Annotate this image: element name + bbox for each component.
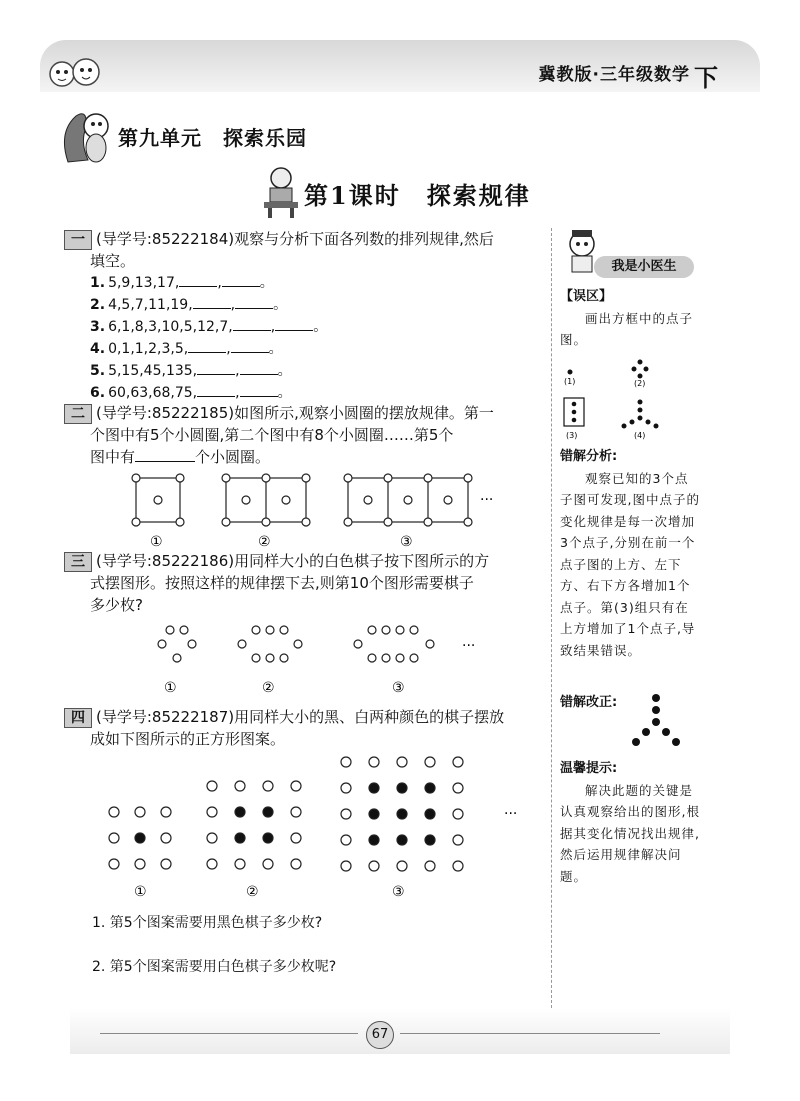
answer-blank[interactable]	[275, 316, 313, 331]
figure-label: ①	[134, 884, 147, 900]
dot-figures	[560, 356, 660, 444]
answer-blank[interactable]	[135, 447, 195, 462]
teacher-icon	[262, 164, 300, 220]
q1-item: 2. 4,5,7,11,19, , 。	[90, 294, 550, 316]
q4-number: 四	[64, 708, 92, 728]
svg-text:(3): (3)	[566, 431, 578, 440]
lesson-title: 第1课时 探索规律	[304, 181, 531, 210]
header-edition: 冀教版·三年级数学	[538, 65, 690, 85]
q3-figure	[150, 620, 490, 700]
q4-sub-2: 2. 第5个图案需要用白色棋子多少枚呢?	[92, 959, 337, 975]
q4-ellipsis: ···	[504, 806, 518, 822]
answer-blank[interactable]	[240, 360, 278, 375]
q3-number: 三	[64, 552, 92, 572]
header-volume: 下	[694, 64, 718, 92]
analysis-section	[560, 446, 700, 661]
tip-section	[560, 758, 700, 887]
q2-figure	[126, 468, 506, 552]
q1-item: 4. 0,1,1,2,3,5, , 。	[90, 338, 550, 360]
footer-rule-right	[400, 1033, 660, 1034]
q1-text-cont: 填空。	[90, 252, 136, 270]
question-3: 三 (导学号:85222186)用同样大小的白色棋子按下图所示的方 式摆图形。按照这样的规律摆下去,则第10个图形需要棋子 多少枚?	[64, 550, 550, 616]
answer-blank[interactable]	[235, 294, 273, 309]
figure-label: ②	[262, 680, 275, 696]
answer-blank[interactable]	[193, 294, 231, 309]
figure-label: ③	[392, 680, 405, 696]
figure-label: ②	[246, 884, 259, 900]
squirrel-mascot-icon	[58, 102, 114, 168]
wrong-area-title: 【误区】	[560, 289, 613, 304]
answer-blank[interactable]	[240, 382, 278, 397]
analysis-text: 观察已知的3个点子图可发现,图中点子的变化规律是每一次增加3个点子,分别在前一个点子图的上方、左下方、右下方各增加1个点子。第(3)组只有在上方增加了1个点子,导致结果错误。	[560, 470, 700, 658]
answer-blank[interactable]	[222, 272, 260, 287]
svg-text:(4): (4)	[634, 431, 646, 440]
q1-text: (导学号:85222184)观察与分析下面各列数的排列规律,然后	[96, 230, 494, 248]
answer-blank[interactable]	[197, 360, 235, 375]
column-divider	[551, 228, 552, 1008]
correction-dots	[624, 692, 688, 750]
tip-title: 温馨提示:	[560, 761, 618, 776]
q1-item: 3. 6,1,8,3,10,5,12,7, , 。	[90, 316, 550, 338]
figure-label: ②	[258, 534, 271, 550]
figure-label: ①	[150, 534, 163, 550]
answer-blank[interactable]	[179, 272, 217, 287]
q1-item: 1. 5,9,13,17, , 。	[90, 272, 550, 294]
svg-text:(2): (2)	[634, 379, 646, 388]
svg-text:(1): (1)	[564, 377, 576, 386]
q3-ellipsis: ···	[462, 638, 476, 654]
footer-band	[70, 1008, 730, 1054]
tip-text: 解决此题的关键是认真观察给出的图形,根据其变化情况找出规律,然后运用规律解决问题。	[560, 782, 700, 884]
figure-label: ③	[400, 534, 413, 550]
question-2: 二 (导学号:85222185)如图所示,观察小圆圈的摆放规律。第一 个图中有5个小圆圈,第二个图中有8个小圆圈……第5个 图中有 个小圆圈。	[64, 402, 550, 468]
page-number: 67	[366, 1021, 394, 1049]
question-1	[64, 228, 550, 404]
question-4: 四 (导学号:85222187)用同样大小的黑、白两种颜色的棋子摆放 成如下图所示的正方形图案。	[64, 706, 550, 750]
sidebar-title: 我是小医生	[594, 256, 694, 278]
figure-label: ①	[164, 680, 177, 696]
unit-title: 第九单元 探索乐园	[118, 126, 307, 150]
figure-label: ③	[392, 884, 405, 900]
wrong-area-text: 画出方框中的点子图。	[560, 310, 694, 347]
q4-sub-1: 1. 第5个图案需要用黑色棋子多少枚?	[92, 915, 323, 931]
q2-number: 二	[64, 404, 92, 424]
answer-blank[interactable]	[231, 338, 269, 353]
answer-blank[interactable]	[197, 382, 235, 397]
sidebar-body	[560, 286, 700, 351]
q1-number: 一	[64, 230, 92, 250]
analysis-title: 错解分析:	[560, 449, 618, 464]
q1-item: 6. 60,63,68,75, , 。	[90, 382, 550, 404]
q4-figure	[100, 752, 530, 900]
q1-item: 5. 5,15,45,135, , 。	[90, 360, 550, 382]
footer-rule-left	[100, 1033, 358, 1034]
cartoon-logo-icon	[44, 48, 114, 92]
answer-blank[interactable]	[233, 316, 271, 331]
q2-ellipsis: ···	[480, 492, 494, 508]
correction-title: 错解改正:	[560, 695, 618, 710]
answer-blank[interactable]	[188, 338, 226, 353]
